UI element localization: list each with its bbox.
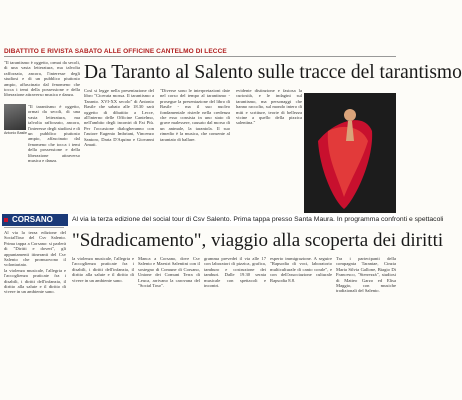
article-column-4: evidente distinzione e fastosa la curiosità, e le indagini sul tarantismo, ma personaggi che hanno raccolto, sul mondo intero di miti e scritture, teorie di bellezza vicine a quello della pizzica salentina." <box>236 88 302 126</box>
article-column-1: "Il tarantismo è oggetto, ormai da secoli, di una vasta letteratura, ma talvolta rafforzato, ancora, l'interesse degli studiosi e di un pubblico piuttosto ampio, affascinato dal fenomeno che tocca i temi della possessione e della liberazione attraverso musica e danza. <box>4 60 80 98</box>
article-column-2: Così si legge nella presentazione del libro "Cicerata mossa. Il tarantismo a Taranto. XVI-XX secolo" di Antonio Basile che sabato alle 18.30 sarà oggetto di dibattito a Lecce, all'interno delle Officine Cantelmo, nell'ambito degli incontri di Fai Più. Per l'occasione dialogheranno con l'autore Eugenio Imbriani, Vincenzo Santoro, Daria D'Aquino e Giovanni Amati. <box>84 88 154 148</box>
subheadline: Al via la terza edizione del social tour di Csv Salento. Prima tappa presso Santa Maura. In programma confronti e spettacoli <box>72 216 444 223</box>
article2-column-4: gramma prevedeì il via alle 17 con laboratori di pizzica, grafica, tamburo e costruzione dei tamburi. Dalle 19.30 serata musicale con spettacoli e incontri. <box>204 256 266 289</box>
tag-marker-icon <box>4 218 8 222</box>
headline-2: "Sdradicamento", viaggio alla scoperta dei diritti <box>72 230 444 251</box>
author-photo <box>4 104 26 130</box>
headline: Da Taranto al Salento sulle tracce del tarantismo <box>84 62 462 83</box>
divider <box>4 56 396 57</box>
divider-2 <box>4 227 64 228</box>
article2-column-3: Manca a Corsano, dove Csv Salento e Maestri Salentini con il sostegno di Comune di Corsano, Unione dei Comuni Terra di Leuca, arrivano la carovana del "Social Tour". <box>138 256 200 289</box>
article-column-1-cont: "Il tarantismo è oggetto, ormai da secoli, di una vasta letteratura, ma talvolta rafforzato, ancora, l'interesse degli studiosi e di un pubblico piuttosto ampio, affascinato dal fenomeno che tocca i temi della possessione e della liberazione attraverso musica e danza. <box>28 104 80 164</box>
article2-column-2: la violenza musicale, l'allegria e l'accoglienza praticate fra i disabili, i diritti dell'infanzia, il diritto alla salute e il diritto di vivere in un ambiente sano. <box>72 256 134 283</box>
section-tag: CORSANO <box>2 214 68 226</box>
dancer-figure-icon <box>314 101 374 211</box>
article2-column-6: Tra i partecipanti della compagnia Tarantae, Cinzia Maria Silvia Gallone, Biagio Di Francesco, "Sterrezzà", studiosi di Matteo Garzo ed Elisa Maggio, con musiche tradizionali del Salento. <box>336 256 396 294</box>
dancer-photo <box>304 93 396 213</box>
article2-column-1: Al via la terza edizione del SocialTour del Csv Salento. Prima tappa a Corsano: si parlerà di "Diritti e doveri", gli appuntamenti itineranti del Csv Salento che promuovono il volontariato. la violenza musicale, l'allegria e l'accoglienza praticate fra i disabili, i diritti dell'infanzia, il diritto alla salute e il diritto di vivere in un ambiente sano. <box>4 230 66 295</box>
article2-column-5: esperto immigrazione. A seguire "Rapsodia di voci, laboratorio multiculturale di canto corale", e con dell'associazione culturale Rapsodia 8.8. <box>270 256 332 283</box>
article-column-3: "Diverse sono le interpretazioni date nel corso del tempo al tarantismo - prosegue la presentazione del libro di Basile - ma il suo nucleo fondamentale risiede nella credenza che esso consista in uno stato di grave malessere, causato dal morso di un animale, la tarantola. Il suo rimedio è la musica, che consente al tarantato di ballare. <box>160 88 230 142</box>
section-kicker: DIBATTITO E RIVISTA SABATO ALLE OFFICINE CANTELMO DI LECCE <box>4 48 227 55</box>
photo-caption: Antonio Basile <box>4 131 27 135</box>
